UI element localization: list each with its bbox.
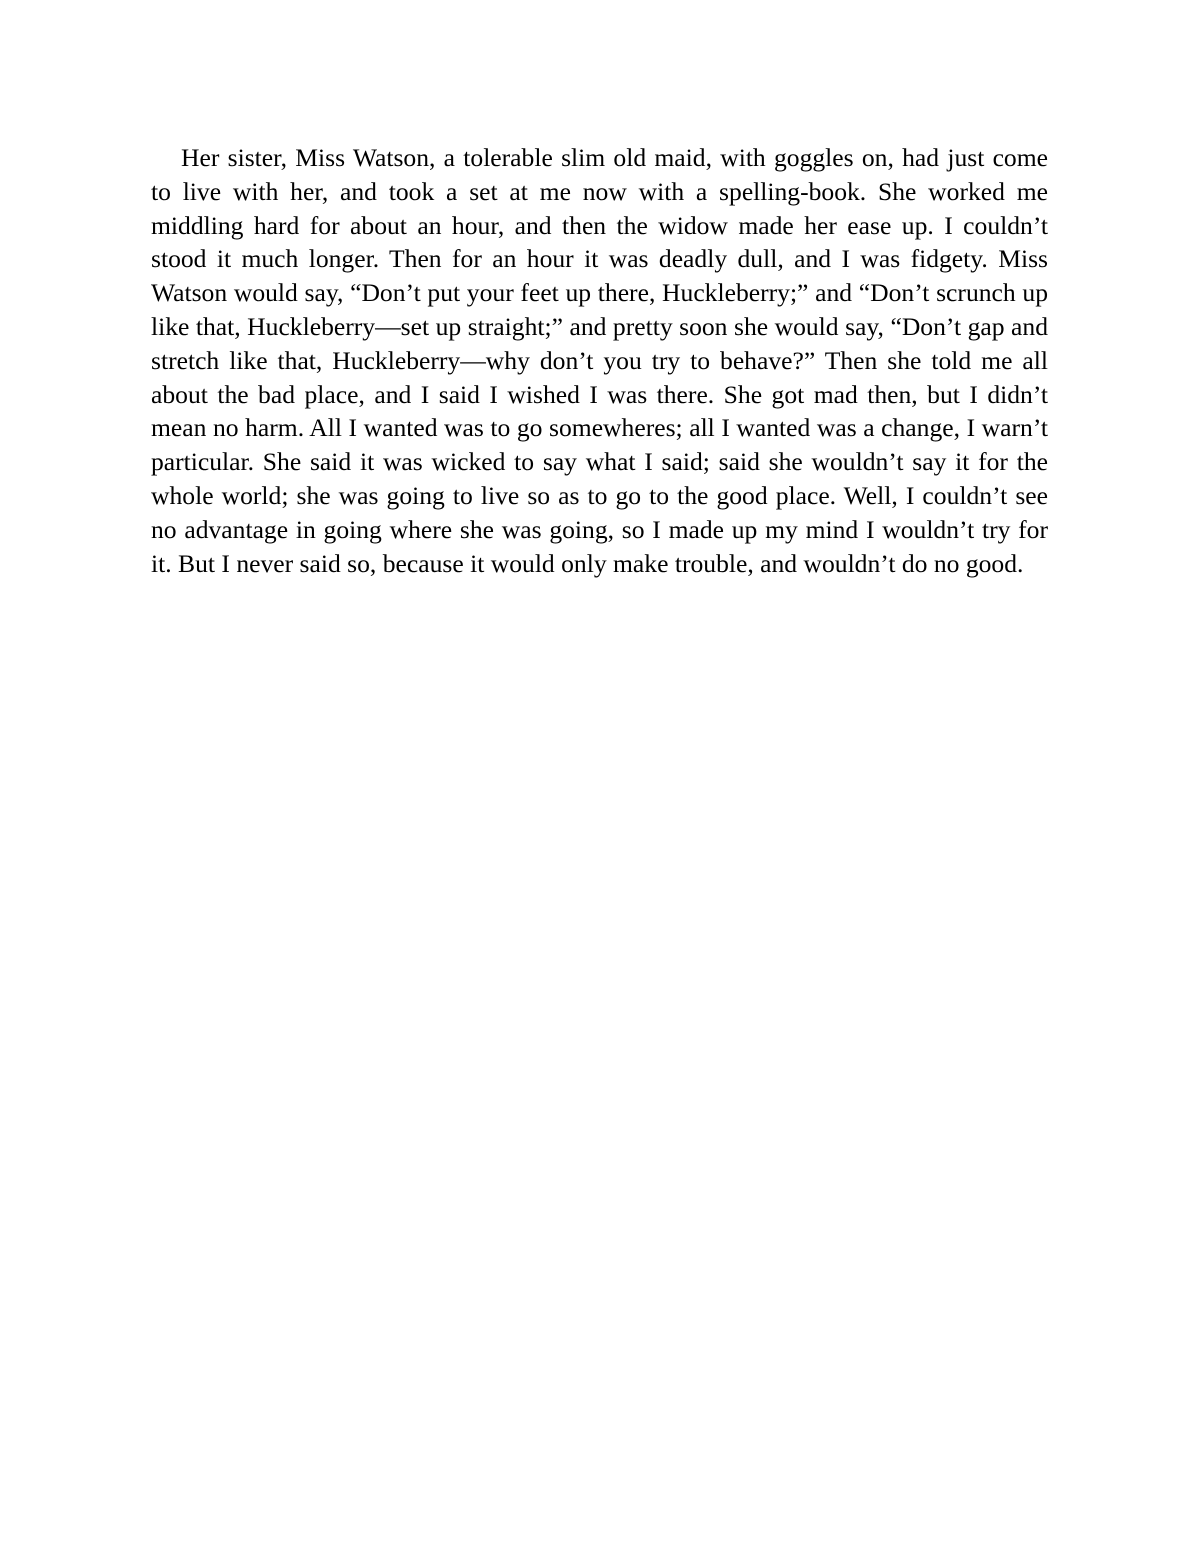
paragraph: Her sister, Miss Watson, a tolerable slim old maid, with goggles on, had just come to live with her, and took a set at me now with a spelling-book. She worked me middling hard for about an hour, and then the widow made her ease up. I couldn’t stood it much longer. Then for an hour it was deadly dull, and I was fidgety. Miss Watson would say, “Don’t put your feet up there, Huckleberry;” and “Don’t scrunch up like that, Huckleberry—set up straight;” and pretty soon she would say, “Don’t gap and stretch like that, Huckleberry—why don’t you try to behave?” Then she told me all about the bad place, and I said I wished I was there. She got mad then, but I didn’t mean no harm. All I wanted was to go somewheres; all I wanted was a change, I warn’t particular. She said it was wicked to say what I said; said she wouldn’t say it for the whole world; she was going to live so as to go to the good place. Well, I couldn’t see no advantage in going where she was going, so I made up my mind I wouldn’t try for it. But I never said so, because it would only make trouble, and wouldn’t do no good. (151, 143, 1048, 578)
body-text (151, 141, 1048, 580)
